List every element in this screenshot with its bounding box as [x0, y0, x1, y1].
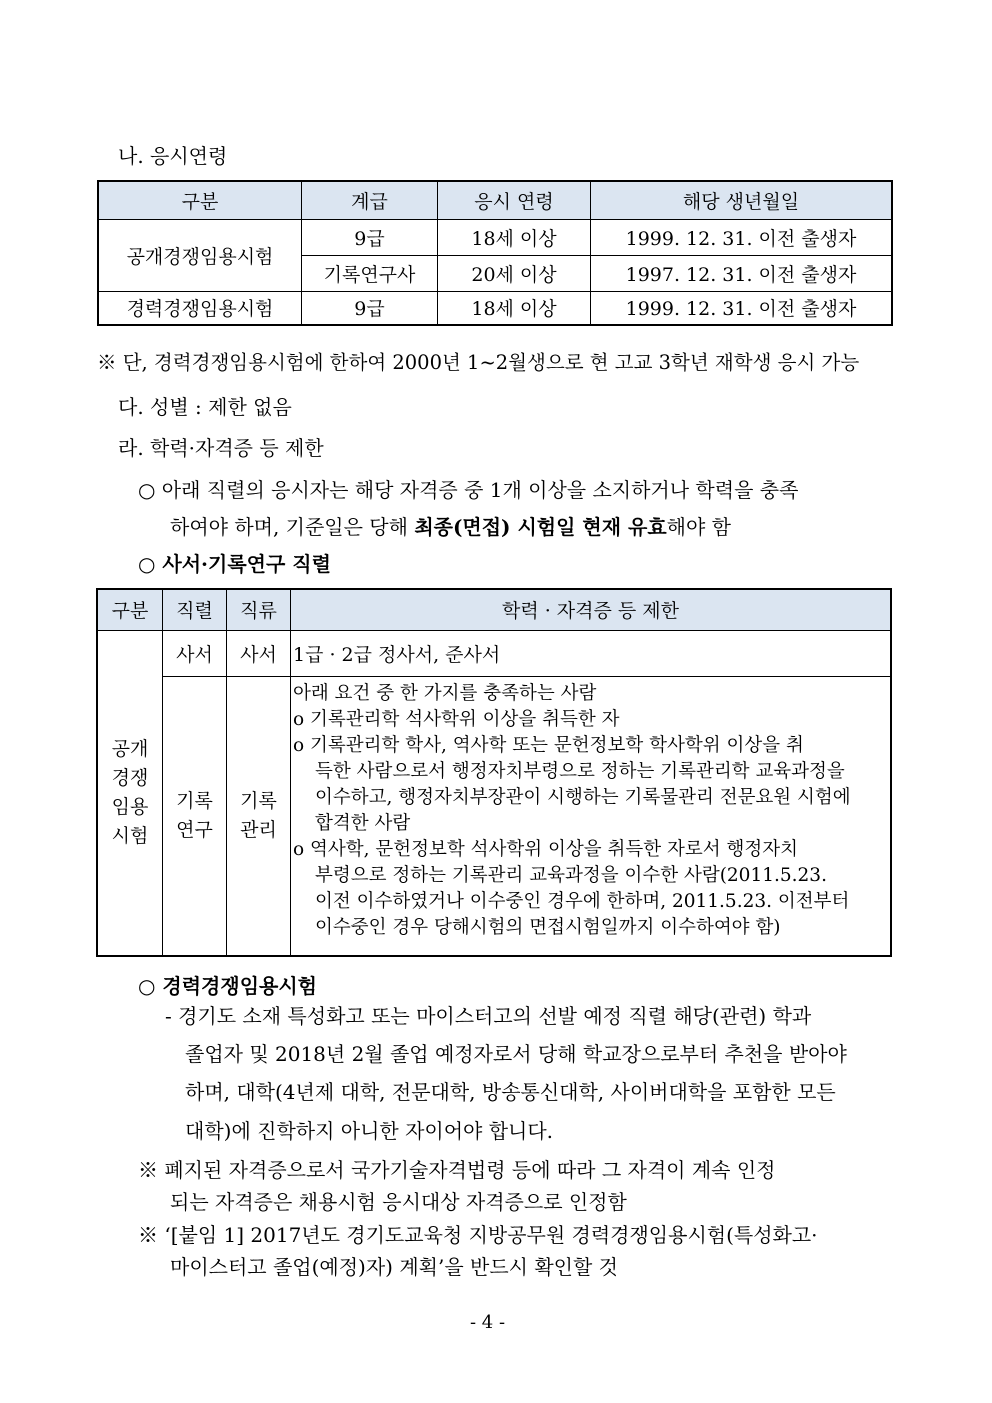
req-line: 아래 요건 중 한 가지를 충족하는 사람	[293, 682, 597, 704]
header-class: 직류	[227, 589, 291, 630]
series-text: 연구	[176, 818, 213, 841]
note-attachment-line1: ※ ‘[붙임 1] 2017년도 경기도교육청 지방공무원 경력경쟁임용시험(특성화고·	[138, 1223, 818, 1247]
note-attachment-line2: 마이스터고 졸업(예정)자) 계획’을 반드시 확인할 것	[170, 1255, 618, 1279]
series-cell	[163, 676, 227, 956]
req-line: 부령으로 정하는 기록관리 교육과정을 이수한 사람(2011.5.23.	[315, 864, 827, 886]
class-text: 기록	[240, 789, 277, 812]
table-row	[98, 219, 892, 255]
bullet-librarian-series: ○ 사서·기록연구 직렬	[138, 552, 331, 576]
grade-cell: 9급	[302, 291, 438, 325]
bullet-qualification-line2	[170, 511, 731, 540]
header-category: 구분	[97, 589, 163, 630]
header-requirements: 학력 · 자격증 등 제한	[291, 589, 892, 630]
req-line: 이수하고, 행정자치부장관이 시행하는 기록물관리 전문요원 시험에	[315, 786, 851, 808]
header-birthdate: 해당 생년월일	[591, 181, 893, 219]
series-text: 기록	[176, 789, 213, 812]
series-cell: 사서	[163, 630, 227, 676]
group-career-exam: 경력경쟁임용시험	[98, 291, 302, 325]
age-table	[97, 180, 893, 326]
req-line: o 기록관리학 학사, 역사학 또는 문헌정보학 학사학위 이상을 취	[293, 734, 804, 756]
group-text: 시험	[111, 824, 149, 847]
emphasis-valid-date: 최종(면접) 시험일 현재 유효	[414, 515, 667, 539]
birth-cell: 1999. 12. 31. 이전 출생자	[591, 291, 893, 325]
bullet-career-exam: ○ 경력경쟁임용시험	[138, 974, 317, 998]
req-line: 합격한 사람	[315, 812, 411, 834]
table-row	[98, 291, 892, 325]
header-age: 응시 연령	[438, 181, 591, 219]
table-header-row	[98, 181, 892, 219]
birth-cell: 1999. 12. 31. 이전 출생자	[591, 219, 893, 255]
header-category: 구분	[98, 181, 302, 219]
class-cell: 사서	[227, 630, 291, 676]
note-abolished-line2: 되는 자격증은 채용시험 응시대상 자격증으로 인정함	[170, 1190, 627, 1214]
req-line: o 기록관리학 석사학위 이상을 취득한 자	[293, 708, 620, 730]
section-heading-gender: 다. 성별 : 제한 없음	[118, 395, 292, 419]
age-note: ※ 단, 경력경쟁임용시험에 한하여 2000년 1~2월생으로 현 고교 3학년 재학생 응시 가능	[97, 351, 860, 374]
page-number: - 4 -	[470, 1312, 506, 1333]
req-line: 득한 사람으로서 행정자치부령으로 정하는 기록관리학 교육과정을	[315, 760, 845, 782]
bullet-qualification-line1: ○ 아래 직렬의 응시자는 해당 자격증 중 1개 이상을 소지하거나 학력을 충족	[138, 478, 799, 502]
qualification-table	[96, 588, 892, 957]
class-cell	[227, 676, 291, 956]
text-run: 하여야 하며, 기준일은 당해	[170, 515, 415, 539]
grade-cell: 기록연구사	[302, 255, 438, 291]
requirement-cell	[291, 676, 892, 956]
class-text: 관리	[240, 818, 277, 841]
req-line: 이수중인 경우 당해시험의 면접시험일까지 이수하여야 함)	[315, 916, 781, 938]
career-line: 졸업자 및 2018년 2월 졸업 예정자로서 당해 학교장으로부터 추천을 받아야	[185, 1042, 847, 1066]
section-heading-qualification: 라. 학력·자격증 등 제한	[118, 436, 324, 460]
req-line: o 역사학, 문헌정보학 석사학위 이상을 취득한 자로서 행정자치	[293, 838, 798, 860]
section-heading-age: 나. 응시연령	[118, 144, 228, 168]
table-row	[97, 630, 891, 676]
age-cell: 18세 이상	[438, 219, 591, 255]
header-series: 직렬	[163, 589, 227, 630]
career-line: - 경기도 소재 특성화고 또는 마이스터고의 선발 예정 직렬 해당(관련) 학과	[165, 1004, 812, 1028]
note-abolished-line1: ※ 폐지된 자격증으로서 국가기술자격법령 등에 따라 그 자격이 계속 인정	[138, 1158, 776, 1182]
table-row	[97, 676, 891, 956]
requirement-cell: 1급 · 2급 정사서, 준사서	[291, 630, 892, 676]
table-header-row	[97, 589, 891, 630]
age-cell: 20세 이상	[438, 255, 591, 291]
group-open-exam	[97, 630, 163, 956]
text-run: 해야 함	[666, 515, 731, 539]
group-text: 공개	[111, 737, 149, 760]
header-grade: 계급	[302, 181, 438, 219]
age-cell: 18세 이상	[438, 291, 591, 325]
career-line: 하며, 대학(4년제 대학, 전문대학, 방송통신대학, 사이버대학을 포함한 모든	[185, 1080, 836, 1104]
group-open-exam: 공개경쟁임용시험	[98, 219, 302, 291]
group-text: 임용	[111, 795, 149, 818]
grade-cell: 9급	[302, 219, 438, 255]
req-line: 이전 이수하였거나 이수중인 경우에 한하며, 2011.5.23. 이전부터	[315, 890, 850, 912]
career-line: 대학)에 진학하지 아니한 자이어야 합니다.	[185, 1119, 554, 1143]
birth-cell: 1997. 12. 31. 이전 출생자	[591, 255, 893, 291]
group-text: 경쟁	[111, 766, 149, 789]
